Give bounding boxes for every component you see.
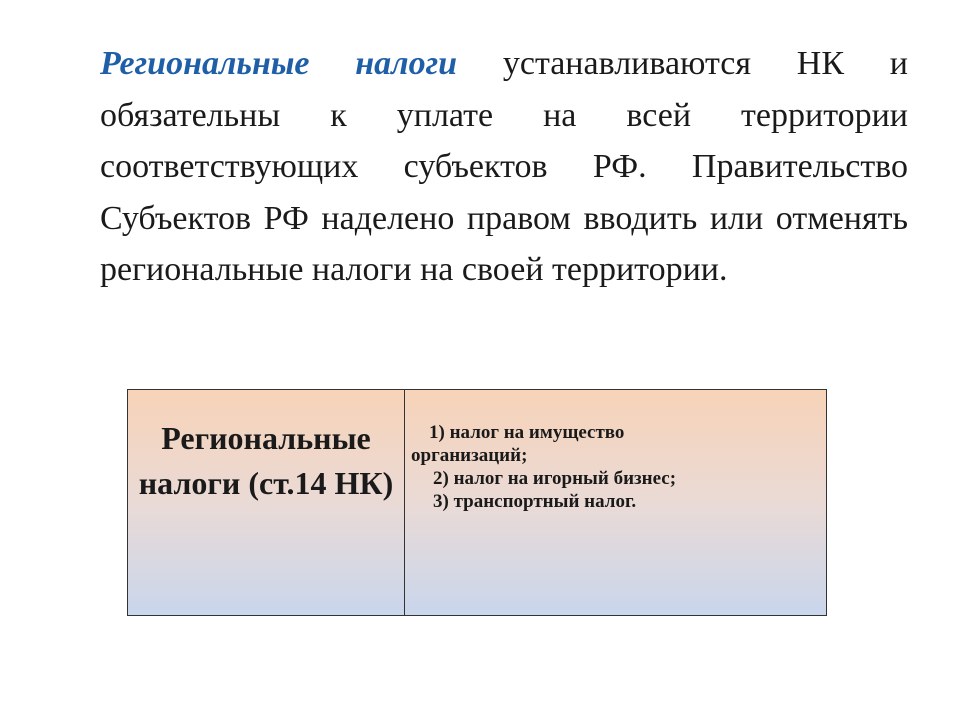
tax-list-item: организаций;	[411, 445, 528, 466]
intro-text: устанавливаются НК и обязательны к уплате на всей территории соответствующих субъектов РФ. Правительство Субъектов РФ наделено правом вводить или отменять региональные налоги на своей территории.	[100, 45, 908, 288]
table-title: Региональные налоги (ст.14 НК)	[138, 420, 394, 501]
regional-taxes-table	[127, 389, 827, 616]
table-row	[128, 390, 827, 616]
intro-paragraph	[100, 38, 908, 296]
tax-list-item: 2) налог на игорный бизнес;	[433, 468, 677, 489]
tax-list-item: 1) налог на имущество	[429, 422, 625, 443]
table-title-cell	[128, 390, 405, 616]
tax-list-cell	[405, 390, 827, 616]
tax-list-item: 3) транспортный налог.	[433, 491, 637, 512]
intro-term: Региональные налоги	[100, 45, 458, 82]
